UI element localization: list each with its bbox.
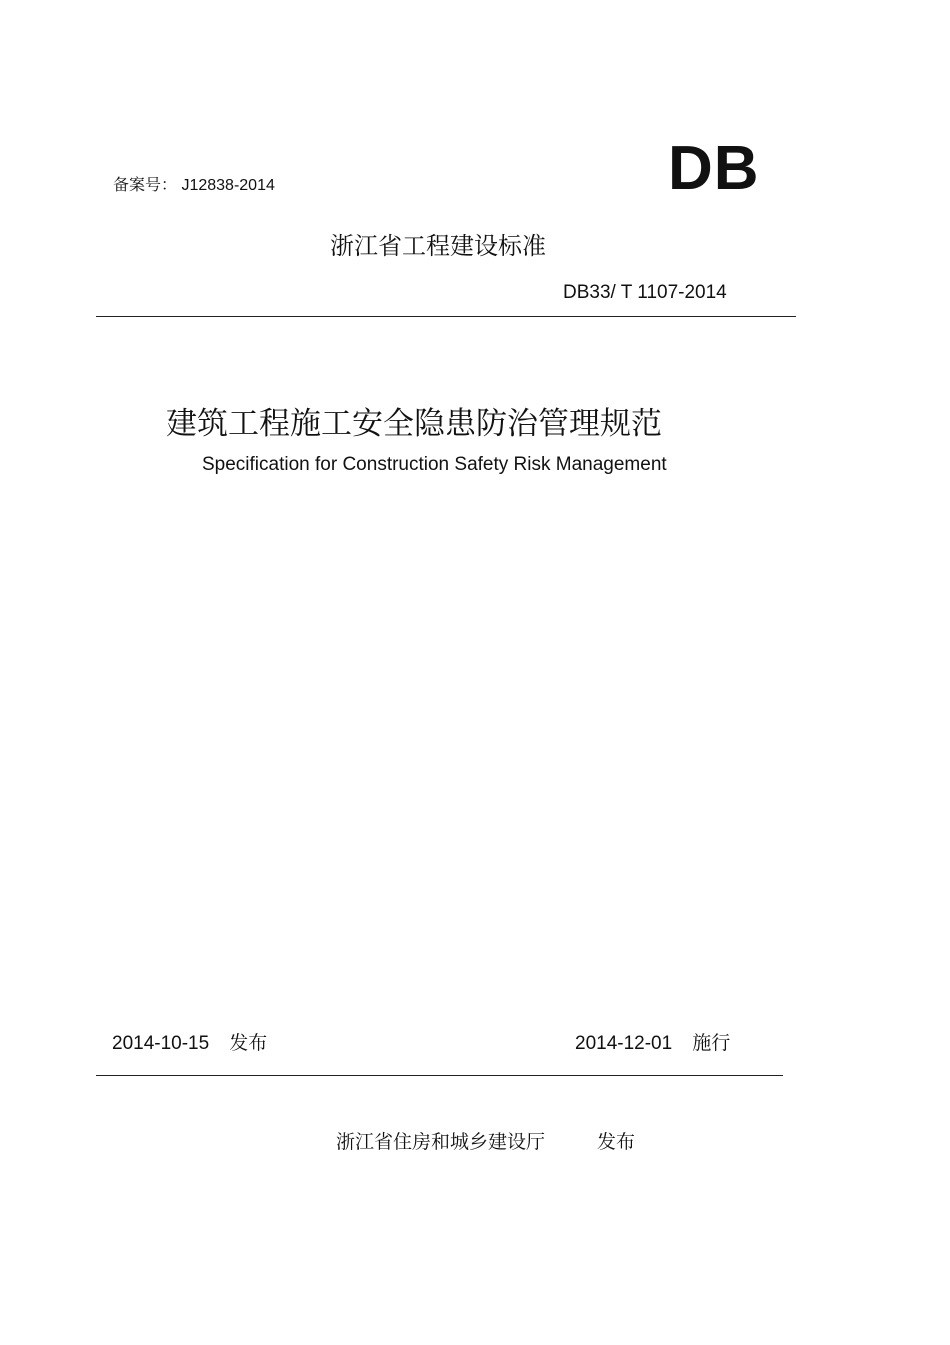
issue-date: 2014-10-15: [112, 1033, 210, 1054]
title-english: Specification for Construction Safety Risk Management: [202, 454, 667, 475]
publisher-block: [336, 1127, 635, 1154]
issue-date-block: [112, 1028, 267, 1055]
standard-number: DB33/ T 1107-2014: [563, 282, 727, 303]
standard-category: 浙江省工程建设标准: [330, 232, 546, 260]
record-number: 备案号： J12838-2014: [113, 177, 275, 194]
db-mark: DB: [668, 134, 760, 203]
bottom-divider: [96, 1075, 783, 1076]
effective-date-block: [575, 1028, 730, 1055]
publisher-name: 浙江省住房和城乡建设厅: [336, 1131, 546, 1153]
effective-label: 施行: [692, 1032, 731, 1054]
title-chinese: 建筑工程施工安全隐患防治管理规范: [166, 406, 662, 442]
publisher-action: 发布: [597, 1131, 636, 1153]
top-divider: [96, 316, 796, 317]
effective-date: 2014-12-01: [575, 1033, 673, 1054]
issue-label: 发布: [229, 1032, 268, 1054]
